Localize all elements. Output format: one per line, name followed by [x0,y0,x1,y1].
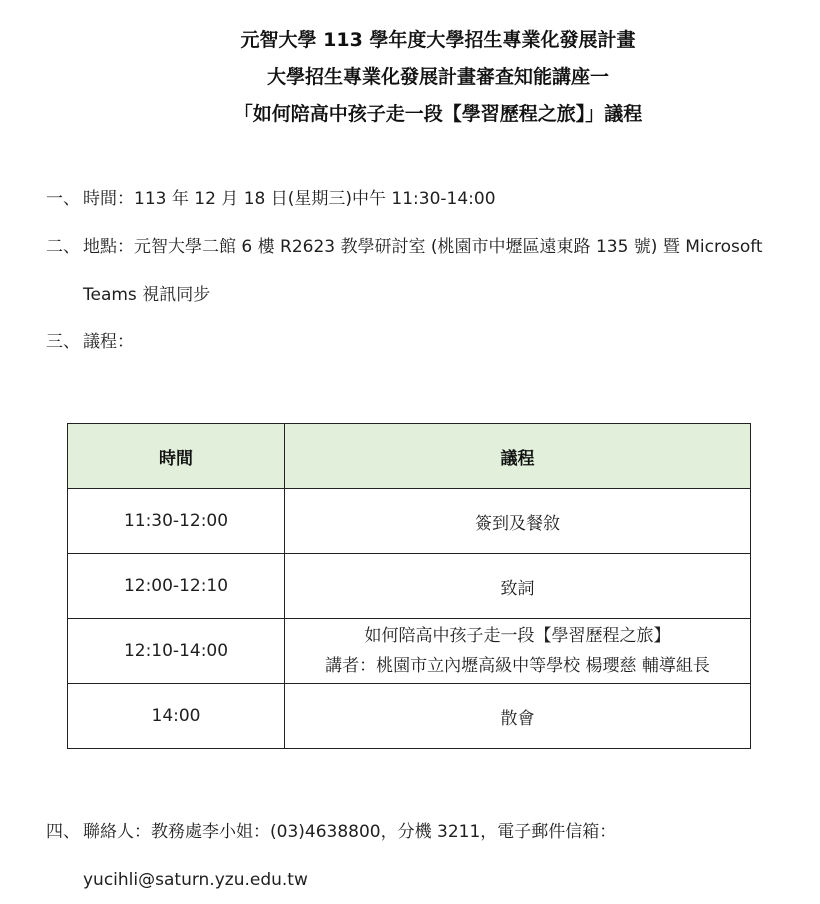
info-time [46,188,496,210]
table-row [68,489,751,554]
row-time: 14:00 [68,684,285,749]
row-item: 致詞 [285,554,751,619]
title-line-2: 大學招生專業化發展計畫審查知能講座一 [266,66,609,88]
table-header-row [68,424,751,489]
title-line-3: 「如何陪高中孩子走一段【學習歷程之旅】」議程 [233,103,643,125]
row-item: 如何陪高中孩子走一段【學習歷程之旅】 [364,626,671,646]
agenda-table [67,423,751,749]
info-agenda-label [46,331,134,353]
title-line-1: 元智大學 113 學年度大學招生專業化發展計畫 [240,29,636,51]
row-time: 12:00-12:10 [68,554,285,619]
contact-text: 聯絡人：教務處李小姐：(03)4638800，分機 3211，電子郵件信箱： [83,822,617,842]
info-place-continued: Teams 視訊同步 [83,285,211,305]
header-agenda: 議程 [285,424,751,489]
row-time: 11:30-12:00 [68,489,285,554]
row-item: 散會 [285,684,751,749]
item-number: 二、 [46,237,80,257]
place-text: 地點：元智大學二館 6 樓 R2623 教學研討室 (桃園市中壢區遠東路 135 號) 暨 Microsoft [83,237,763,257]
row-item-with-speaker [285,619,751,684]
table-row [68,619,751,684]
header-time: 時間 [68,424,285,489]
table-row [68,554,751,619]
row-speaker: 講者：桃園市立內壢高級中等學校 楊瓔慈 輔導組長 [325,656,710,676]
contact-email[interactable]: yucihli@saturn.yzu.edu.tw [83,870,308,890]
item-number: 四、 [46,822,80,842]
agenda-label-text: 議程： [83,332,134,352]
info-place [46,236,763,258]
table-row [68,684,751,749]
row-time: 12:10-14:00 [68,619,285,684]
time-text: 時間：113 年 12 月 18 日(星期三)中午 11:30-14:00 [83,189,496,209]
item-number: 三、 [46,332,80,352]
row-item: 簽到及餐敘 [285,489,751,554]
item-number: 一、 [46,189,80,209]
info-contact [46,821,616,843]
